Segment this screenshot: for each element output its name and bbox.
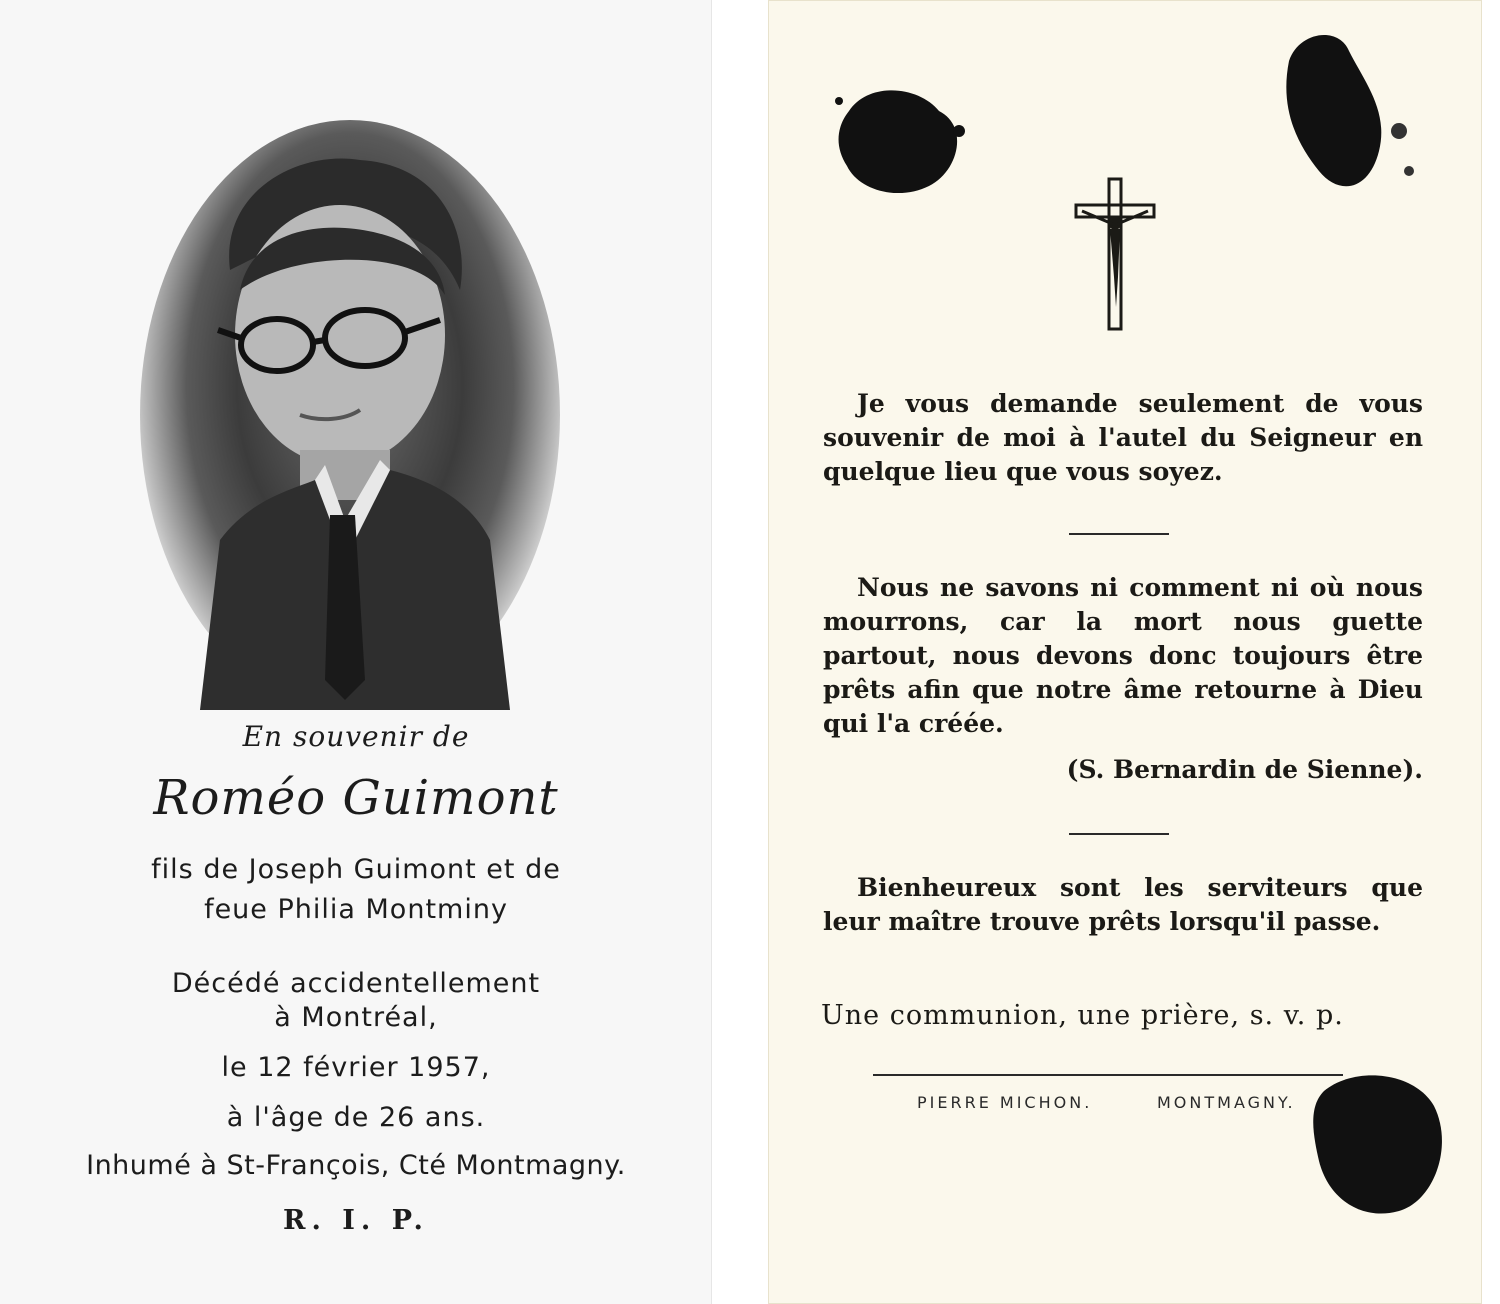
death-line-1: Décédé accidentellement bbox=[171, 968, 541, 999]
deceased-name: Roméo Guimont bbox=[153, 770, 559, 826]
prayer-text-2: Nous ne savons ni comment ni où nous mourrons, car la mort nous guette partout, nous devons donc toujours être prêts afin que notre âme retourne à Dieu qui l'a créée. bbox=[823, 573, 1423, 738]
parents-line-2: feue Philia Montminy bbox=[204, 894, 508, 925]
age-at-death: à l'âge de 26 ans. bbox=[226, 1102, 486, 1133]
portrait-photo bbox=[140, 120, 560, 710]
souvenir-text: En souvenir de bbox=[242, 720, 470, 753]
memorial-card-front bbox=[0, 0, 712, 1304]
parents-line-1: fils de Joseph Guimont et de bbox=[151, 854, 561, 885]
citation: (S. Bernardin de Sienne). bbox=[1066, 755, 1423, 784]
prayer-text-3: Bienheureux sont les serviteurs que leur maître trouve prêts lorsqu'il passe. bbox=[823, 873, 1423, 936]
divider bbox=[873, 1074, 1343, 1076]
memorial-card-back bbox=[768, 0, 1482, 1304]
prayer-paragraph-3 bbox=[823, 871, 1423, 939]
death-date: le 12 février 1957, bbox=[221, 1052, 491, 1083]
prayer-request: Une communion, une prière, s. v. p. bbox=[821, 1000, 1344, 1031]
divider bbox=[1069, 533, 1169, 535]
prayer-paragraph-2 bbox=[823, 571, 1423, 741]
divider bbox=[1069, 833, 1169, 835]
rip-text: R. I. P. bbox=[283, 1205, 429, 1236]
crucifix-icon bbox=[1074, 177, 1156, 335]
prayer-paragraph-1 bbox=[823, 387, 1423, 489]
ink-stain bbox=[1269, 21, 1429, 211]
prayer-text-1: Je vous demande seulement de vous souvenir de moi à l'autel du Seigneur en quelque lieu que vous soyez. bbox=[823, 389, 1423, 486]
ink-stain bbox=[1304, 1061, 1454, 1231]
printer-name: PIERRE MICHON. bbox=[917, 1093, 1093, 1112]
printer-city: MONTMAGNY. bbox=[1157, 1093, 1296, 1112]
ink-stain bbox=[819, 71, 979, 201]
death-line-2: à Montréal, bbox=[274, 1002, 438, 1033]
burial-place: Inhumé à St-François, Cté Montmagny. bbox=[86, 1150, 626, 1181]
